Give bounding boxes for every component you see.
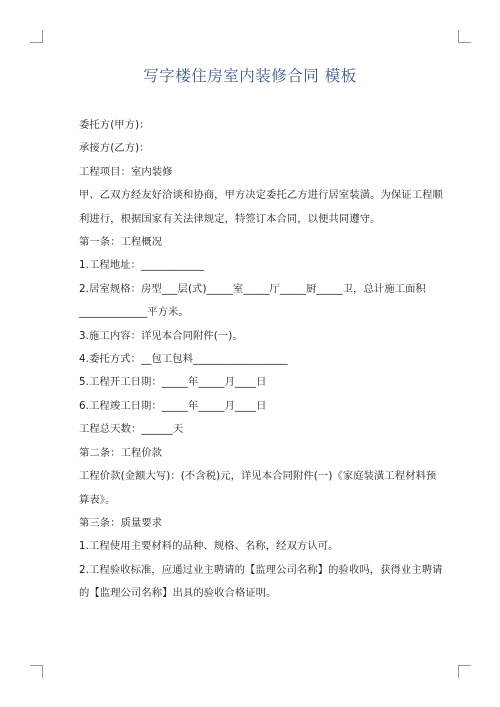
paragraph-end-date: 6.工程竣工日期：_____年_____月____日: [79, 399, 267, 412]
paragraph-acceptance: 2.工程验收标准，应通过业主聘请的【监理公司名称】的验收吗，获得业主聘请的【监理公司名称】出具的验收合格证明。: [79, 563, 443, 600]
paragraph-client: 委托方(甲方)：: [79, 119, 150, 131]
paragraph-total-days: 工程总天数：______天: [79, 423, 184, 436]
paragraph-address: 1.工程地址：____________: [79, 259, 204, 272]
paragraph-materials: 1.工程使用主要材料的品种、规格、名称，经双方认可。: [79, 540, 339, 553]
paragraph-project: 工程项目：室内装修: [79, 165, 173, 178]
corner-mark-bottom-left: [30, 665, 43, 678]
paragraph-preamble: 甲、乙双方经友好洽谈和协商，甲方决定委托乙方进行居室装潢。为保证工程顺利进行，根据国家有关法律规定，特签订本合同，以便共同遵守。: [79, 189, 443, 225]
document-title: 写字楼住房室内装修合同 模板: [143, 67, 357, 85]
corner-mark-bottom-right: [458, 665, 471, 678]
corner-mark-top-right: [458, 30, 471, 43]
paragraph-contract-method: 4.委托方式：__包工包料__________________: [79, 353, 288, 366]
paragraph-room-spec: 2.居室规格：房型___层(式)_____室_____厅_____厨_____卫，总计施工面积_____________平方米。: [79, 282, 426, 319]
paragraph-start-date: 5.工程开工日期：_____年_____月____日: [79, 376, 267, 389]
section-heading-1: 第一条：工程概况: [79, 236, 163, 249]
corner-mark-top-left: [30, 30, 43, 43]
document-body: [63, 114, 443, 606]
section-heading-3: 第三条：质量要求: [79, 516, 163, 529]
section-heading-2: 第二条：工程价款: [79, 446, 163, 459]
paragraph-contractor: 承接方(乙方)：: [79, 142, 150, 155]
paragraph-price: 工程价款(金额大写)：(不含税)元，详见本合同附件(一)《家庭装潢工程材料预算表》。: [79, 470, 437, 506]
paragraph-work-content: 3.施工内容：详见本合同附件(一)。: [79, 329, 243, 342]
